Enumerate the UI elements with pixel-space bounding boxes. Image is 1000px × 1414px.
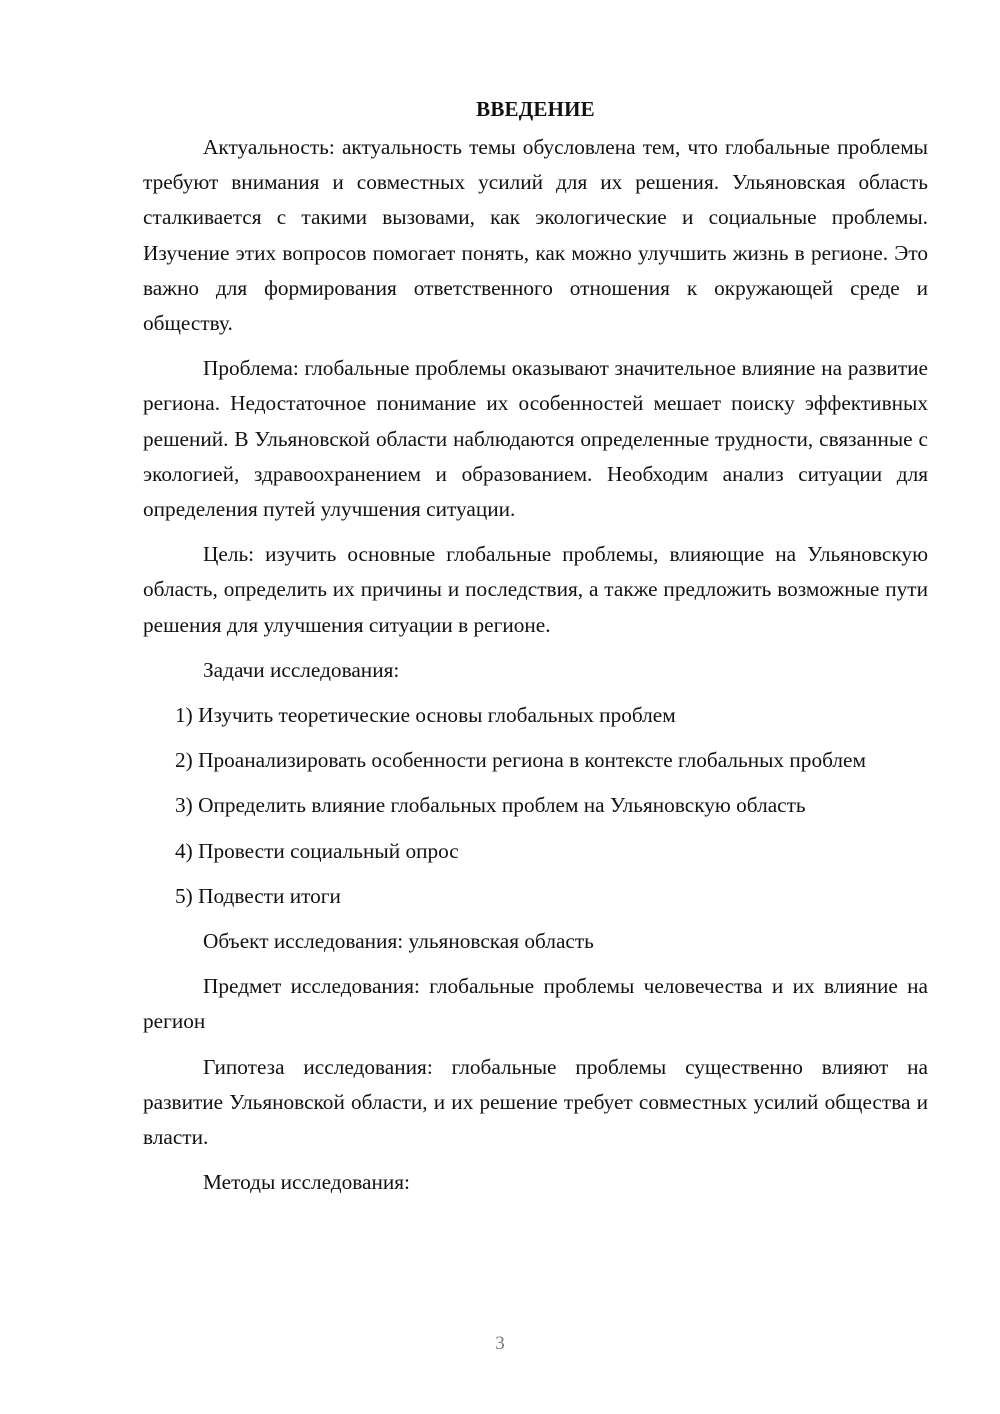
task-item-4: 4) Провести социальный опрос (175, 838, 459, 863)
paragraph-hypothesis: Гипотеза исследования: глобальные проблемы существенно влияют на развитие Ульяновской области, и их решение требует совместных усилий общества и власти. (143, 1054, 928, 1150)
paragraph-object: Объект исследования: ульяновская область (203, 929, 594, 954)
paragraph-relevance: Актуальность: актуальность темы обусловлена тем, что глобальные проблемы требуют внимания и совместных усилий для их решения. Ульяновская область сталкивается с такими вызовами, как экологические и социальные проблемы. Изучение этих вопросов помогает понять, как можно улучшить жизнь в регионе. Это важно для формирования ответственного отношения к окружающей среде и обществу. (143, 135, 928, 336)
task-item-2: 2) Проанализировать особенности региона в контексте глобальных проблем (175, 748, 866, 773)
task-item-3: 3) Определить влияние глобальных проблем на Ульяновскую область (175, 793, 806, 818)
paragraph-problem: Проблема: глобальные проблемы оказывают значительное влияние на развитие региона. Недостаточное понимание их особенностей мешает поиску эффективных решений. В Ульяновской области наблюдаются определенные трудности, связанные с экологией, здравоохранением и образованием. Необходим анализ ситуации для определения путей улучшения ситуации. (143, 356, 928, 522)
paragraph-subject: Предмет исследования: глобальные проблемы человечества и их влияние на регион (143, 974, 928, 1034)
paragraph-methods: Методы исследования: (203, 1170, 410, 1195)
page-title: ВВЕДЕНИЕ (476, 97, 595, 121)
paragraph-goal: Цель: изучить основные глобальные проблемы, влияющие на Ульяновскую область, определить их причины и последствия, а также предложить возможные пути решения для улучшения ситуации в регионе. (143, 542, 928, 637)
paragraph-tasks-heading: Задачи исследования: (203, 657, 400, 682)
task-item-1: 1) Изучить теоретические основы глобальных проблем (175, 703, 676, 728)
task-item-5: 5) Подвести итоги (175, 883, 341, 908)
page-number: 3 (495, 1333, 505, 1354)
page-content (143, 92, 928, 1210)
